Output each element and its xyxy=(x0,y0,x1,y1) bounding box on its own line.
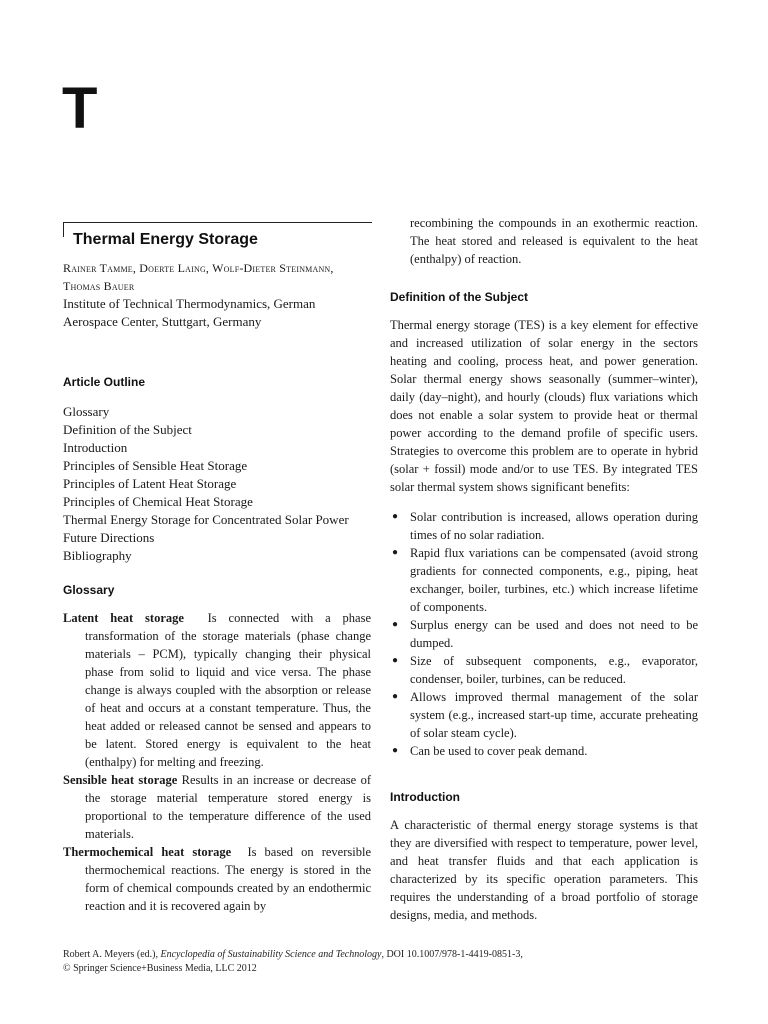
list-item: ● Allows improved thermal management of the solar system (e.g., increased start-up time, accurate preheating of solar steam cycle). xyxy=(392,690,698,740)
glossary-entry xyxy=(63,771,371,843)
outline-item-csp[interactable]: Thermal Energy Storage for Concentrated Solar Power xyxy=(63,512,349,527)
glossary-entry xyxy=(63,843,371,915)
bullet-icon: ● xyxy=(392,655,399,666)
bullet-icon: ● xyxy=(392,547,399,558)
affiliation-line-1: Institute of Technical Thermodynamics, German xyxy=(63,296,316,311)
page-footer xyxy=(63,948,703,976)
article-outline xyxy=(63,373,371,565)
glossary-entry xyxy=(63,609,371,771)
glossary-term: Thermochemical heat storage xyxy=(63,845,232,859)
outline-item-future[interactable]: Future Directions xyxy=(63,530,155,545)
outline-item-bibliography[interactable]: Bibliography xyxy=(63,548,132,563)
affiliation-line-2: Aerospace Center, Stuttgart, Germany xyxy=(63,314,262,329)
benefits-list xyxy=(390,508,698,760)
bullet-icon: ● xyxy=(392,691,399,702)
definition-paragraph: Thermal energy storage (TES) is a key element for effective and increased utilization of solar energy in the sectors heating and cooling, process heat, and power generation. Solar thermal energy shows seasonally (summer–winter), daily (day–night), and hourly (clouds) flux variations which does not enable a solar system to provide heat or thermal power according to the demand profile of specific users. Strategies to overcome this problem are to operate in hybrid (solar + fossil) mode and/or to use TES. By integrated TES solar thermal system shows significant benefits: xyxy=(390,318,698,494)
glossary-list xyxy=(63,609,371,915)
outline-heading: Article Outline xyxy=(63,375,146,389)
outline-item-introduction[interactable]: Introduction xyxy=(63,440,128,455)
outline-item-glossary[interactable]: Glossary xyxy=(63,404,110,419)
list-item: ● Rapid flux variations can be compensated (avoid strong gradients for connected components, e.g., piping, heat exchanger, boiler, turbines, etc.) which increase lifetime of components. xyxy=(392,546,698,614)
outline-list xyxy=(63,403,371,565)
article-title: Thermal Energy Storage xyxy=(73,231,258,248)
title-rule xyxy=(63,222,372,237)
source-title: Encyclopedia of Sustainability Science and Technology xyxy=(160,949,382,960)
chapter-letter: T xyxy=(62,76,98,141)
list-item: ● Size of subsequent components, e.g., evaporator, condenser, boiler, turbines, can be reduced. xyxy=(392,654,698,686)
glossary-continuation: recombining the compounds in an exothermic reaction. The heat stored and released is equivalent to the heat (enthalpy) of reaction. xyxy=(410,216,698,266)
glossary-text: Is connected with a phase transformation of the storage materials (phase change materials – PCM), typically changing their physical phase from solid to liquid and vice versa. The phase change is always coupled with the absorption or release of heat and occurs at a constant temperature. Thus, the heat added or released cannot be sensed and appears to be latent. Stored energy is equivalent to the heat (enthalpy) for melting and freezing. xyxy=(85,611,371,769)
list-item: ● Solar contribution is increased, allows operation during times of no solar radiation. xyxy=(392,510,698,542)
affiliation xyxy=(63,295,371,331)
outline-item-chemical[interactable]: Principles of Chemical Heat Storage xyxy=(63,494,253,509)
list-item: ● Can be used to cover peak demand. xyxy=(392,744,588,758)
citation-line: Robert A. Meyers (ed.), Encyclopedia of Sustainability Science and Technology, DOI 10.1007/978-1-4419-0851-3, xyxy=(63,949,523,960)
bullet-icon: ● xyxy=(392,745,399,756)
introduction-heading: Introduction xyxy=(390,790,460,804)
outline-item-sensible[interactable]: Principles of Sensible Heat Storage xyxy=(63,458,248,473)
list-item: ● Surplus energy can be used and does not need to be dumped. xyxy=(392,618,698,650)
copyright-line: © Springer Science+Business Media, LLC 2012 xyxy=(63,963,257,974)
authors xyxy=(63,259,371,295)
glossary-text: Results in an increase or decrease of the storage material temperature stored energy is proportional to the temperature difference of the used materials. xyxy=(85,773,371,841)
authors-line-2: Thomas Bauer xyxy=(63,279,135,293)
introduction-paragraph: A characteristic of thermal energy storage systems is that they are diversified with respect to temperature, power level, and heat transfer fluids and that each application is characterized by its specific operation parameters. This requires the understanding of a broad portfolio of storage designs, media, and methods. xyxy=(390,818,698,922)
glossary-term: Latent heat storage xyxy=(63,611,184,625)
definition-heading: Definition of the Subject xyxy=(390,290,528,304)
glossary-section xyxy=(63,581,371,915)
right-column xyxy=(390,214,698,924)
left-column xyxy=(63,222,371,915)
outline-item-definition[interactable]: Definition of the Subject xyxy=(63,422,192,437)
glossary-term: Sensible heat storage xyxy=(63,773,178,787)
outline-item-latent[interactable]: Principles of Latent Heat Storage xyxy=(63,476,237,491)
doi: , DOI 10.1007/978-1-4419-0851-3, xyxy=(381,949,523,960)
bullet-icon: ● xyxy=(392,511,399,522)
bullet-icon: ● xyxy=(392,619,399,630)
glossary-heading: Glossary xyxy=(63,583,115,597)
glossary-text: Is based on reversible thermochemical reactions. The energy is stored in the form of chemical compounds created by an endothermic reaction and it is recovered again by xyxy=(85,845,371,913)
authors-line-1: Rainer Tamme, Doerte Laing, Wolf-Dieter Steinmann, xyxy=(63,261,334,275)
